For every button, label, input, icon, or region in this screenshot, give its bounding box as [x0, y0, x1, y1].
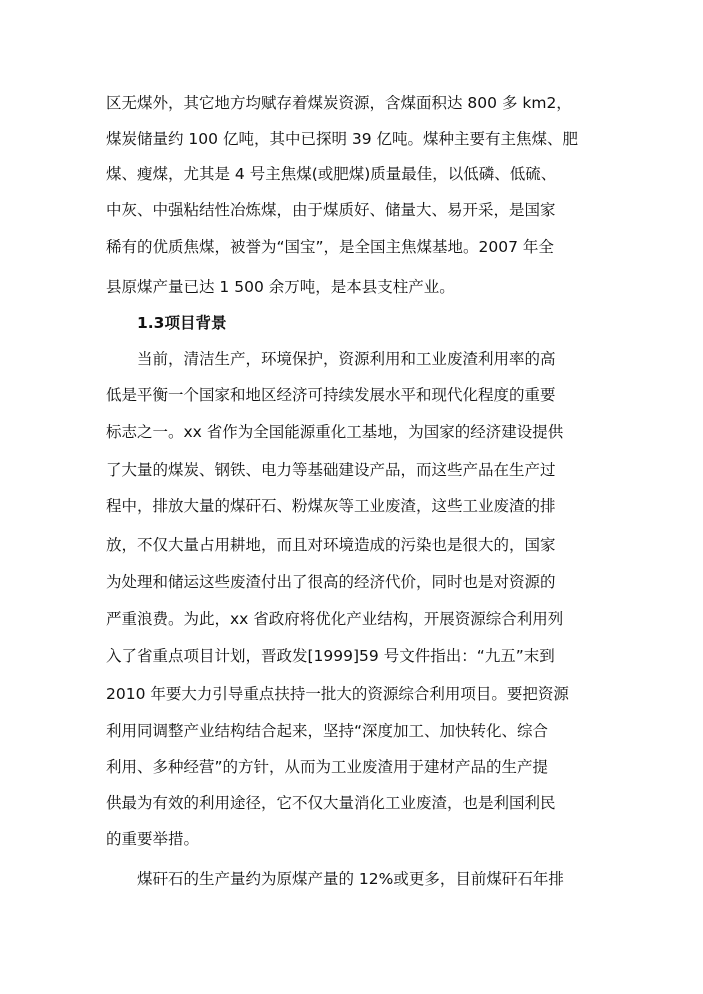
text-line: 区无煤外，其它地方均赋存着煤炭资源，含煤面积达 800 多 km2， — [106, 94, 572, 112]
text-line: 为处理和储运这些废渣付出了很高的经济代价，同时也是对资源的 — [106, 573, 556, 591]
text-line: 县原煤产量已达 1 500 余万吨，是本县支柱产业。 — [106, 278, 455, 296]
text-line: 程中，排放大量的煤矸石、粉煤灰等工业废渣，这些工业废渣的排 — [106, 497, 556, 515]
text-line: 当前，清洁生产，环境保护，资源利用和工业废渣利用率的高 — [137, 350, 556, 368]
section-heading: 1.3项目背景 — [137, 314, 227, 332]
text-line: 2010 年要大力引导重点扶持一批大的资源综合利用项目。要把资源 — [106, 685, 569, 703]
text-line: 煤、瘦煤，尤其是 4 号主焦煤(或肥煤)质量最佳，以低磷、低硫、 — [106, 165, 557, 183]
text-line: 了大量的煤炭、钢铁、电力等基础建设产品，而这些产品在生产过 — [106, 461, 556, 479]
text-line: 标志之一。xx 省作为全国能源重化工基地，为国家的经济建设提供 — [106, 423, 564, 441]
text-line: 入了省重点项目计划，晋政发[1999]59 号文件指出：“九五”末到 — [106, 647, 555, 665]
text-line: 放，不仅大量占用耕地，而且对环境造成的污染也是很大的，国家 — [106, 536, 556, 554]
text-line: 的重要举措。 — [106, 830, 200, 848]
text-line: 中灰、中强粘结性冶炼煤，由于煤质好、储量大、易开采，是国家 — [106, 201, 556, 219]
text-line: 利用同调整产业结构结合起来，坚持“深度加工、加快转化、综合 — [106, 722, 549, 740]
text-line: 稀有的优质焦煤，被誉为“国宝”，是全国主焦煤基地。2007 年全 — [106, 238, 554, 256]
text-line: 严重浪费。为此，xx 省政府将优化产业结构，开展资源综合利用列 — [106, 610, 564, 628]
text-line: 利用、多种经营”的方针，从而为工业废渣用于建材产品的生产提 — [106, 758, 549, 776]
text-line: 供最为有效的利用途径，它不仅大量消化工业废渣，也是利国利民 — [106, 794, 556, 812]
text-line: 煤矸石的生产量约为原煤产量的 12%或更多，目前煤矸石年排 — [137, 870, 564, 888]
text-line: 低是平衡一个国家和地区经济可持续发展水平和现代化程度的重要 — [106, 386, 556, 404]
text-line: 煤炭储量约 100 亿吨，其中已探明 39 亿吨。煤种主要有主焦煤、肥 — [106, 130, 579, 148]
